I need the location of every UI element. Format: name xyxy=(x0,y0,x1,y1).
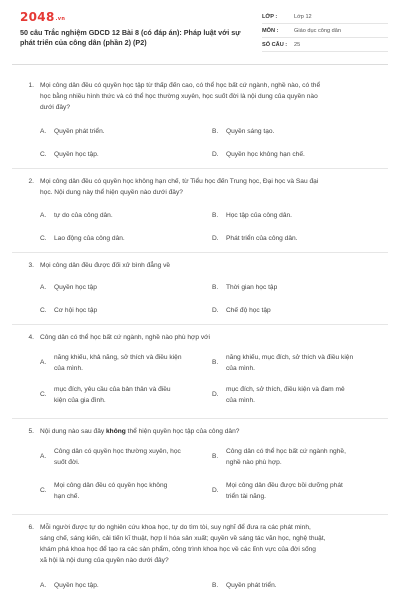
option-line: năng khiếu, mục đích, sở thích và điều kiện xyxy=(226,354,354,361)
header xyxy=(12,10,388,62)
question-text-pre: Nội dung nào sau đây xyxy=(40,428,106,435)
option-letter: B. xyxy=(212,284,219,291)
question-number: 2. xyxy=(28,178,34,185)
option-letter: C. xyxy=(40,307,47,314)
option-text: Học tập của công dân. xyxy=(226,212,292,219)
question-line xyxy=(40,426,388,437)
option-letter: B. xyxy=(212,212,219,219)
question-divider xyxy=(12,418,388,419)
option-line: Mọi công dân đều có quyền học không xyxy=(54,482,168,489)
option-letter: B. xyxy=(212,582,219,589)
option-text: Chế độ học tập xyxy=(226,307,271,314)
header-divider xyxy=(12,64,388,65)
option-letter: A. xyxy=(40,453,47,460)
question-keyword: không xyxy=(106,428,126,435)
option-line: mục đích, yêu cầu của bản thân và điều xyxy=(54,386,171,393)
option-text: Thời gian học tập xyxy=(226,284,278,291)
option-letter: A. xyxy=(40,284,47,291)
option-letter: A. xyxy=(40,212,47,219)
question-divider xyxy=(12,514,388,515)
meta-value: 25 xyxy=(294,41,301,48)
option-line: hạn chế. xyxy=(54,493,80,500)
question-number: 4. xyxy=(28,334,34,341)
option-line: Công dân có thể học bất cứ ngành nghề, xyxy=(226,448,346,455)
option-letter: D. xyxy=(212,307,219,314)
question-line: học bằng nhiều hình thức và có thể học thường xuyên, học suốt đời là nội dung của quyền nào xyxy=(40,93,318,100)
option-letter: A. xyxy=(40,128,47,135)
option-text: Quyền học tập. xyxy=(54,582,99,589)
option-line: nghề nào phù hợp. xyxy=(226,459,282,466)
question-number: 6. xyxy=(28,524,34,531)
question-divider xyxy=(12,324,388,325)
option-text: tự do của công dân. xyxy=(54,212,113,219)
question-text-post: thể hiện quyền học tập của công dân? xyxy=(125,428,240,435)
question-line: Mọi công dân đều có quyền học không hạn chế, từ Tiểu học đến Trung học, Đại học và Sau đại xyxy=(40,178,319,185)
question-line: xã hội là nội dung của quyền nào dưới đây? xyxy=(40,557,169,564)
meta-row-class xyxy=(262,10,388,24)
option-letter: D. xyxy=(212,151,219,158)
question-divider xyxy=(12,252,388,253)
option-line: suốt đời. xyxy=(54,459,80,466)
option-text: Quyền phát triển. xyxy=(226,582,277,589)
meta-value: Giáo dục công dân xyxy=(294,27,341,34)
question-line: Công dân có thể học bất cứ ngành, nghề nào phù hợp với xyxy=(40,334,210,341)
question-line: sáng chế, sáng kiến, cải tiến kĩ thuật, hợp lí hóa sản xuất; quyền về sáng tác văn học, nghệ thuật, xyxy=(40,535,326,542)
option-letter: B. xyxy=(212,359,219,366)
option-line: triển tài năng. xyxy=(226,493,266,500)
option-line: của mình. xyxy=(54,365,83,372)
option-text: Quyền sáng tạo. xyxy=(226,128,275,135)
page-title: 50 câu Trắc nghiệm GDCD 12 Bài 8 (có đáp án): Pháp luật với sự phát triển của công dân (phần 2) (P2) xyxy=(20,28,241,47)
option-line: Mọi công dân đều được bồi dưỡng phát xyxy=(226,482,343,489)
question-number: 3. xyxy=(28,262,34,269)
option-letter: C. xyxy=(40,235,47,242)
meta-row-count xyxy=(262,38,388,52)
option-text: Quyền học không hạn chế. xyxy=(226,151,305,158)
question-line: học. Nội dung này thể hiện quyền nào dưới đây? xyxy=(40,189,183,196)
option-text: Quyền học tập xyxy=(54,284,97,291)
question-line: Mọi công dân đều được đối xử bình đẳng về xyxy=(40,262,171,269)
option-text: Cơ hội học tập xyxy=(54,307,98,314)
option-letter: B. xyxy=(212,128,219,135)
meta-value: Lớp 12 xyxy=(294,13,312,20)
meta-label: SỐ CÂU : xyxy=(262,41,288,48)
option-letter: D. xyxy=(212,235,219,242)
meta-label: LỚP : xyxy=(262,13,278,20)
option-letter: B. xyxy=(212,453,219,460)
option-letter: C. xyxy=(40,151,47,158)
question-number: 1. xyxy=(28,82,34,89)
option-letter: C. xyxy=(40,487,47,494)
question-line: khám phá khoa học để tạo ra các sản phẩm, công trình khoa học về các lĩnh vực của đời sống xyxy=(40,546,316,553)
meta-row-subject xyxy=(262,24,388,38)
option-text: Phát triển của công dân. xyxy=(226,235,298,242)
option-line: Công dân có quyền học thường xuyên, học xyxy=(54,448,181,455)
option-letter: D. xyxy=(212,391,219,398)
logo-text: 2048 xyxy=(20,10,55,24)
option-letter: A. xyxy=(40,359,47,366)
question-line: dưới đây? xyxy=(40,104,71,111)
option-letter: A. xyxy=(40,582,47,589)
option-line: của mình. xyxy=(226,365,255,372)
meta-table xyxy=(262,10,388,52)
option-line: năng khiếu, khả năng, sở thích và điều kiện xyxy=(54,354,182,361)
logo-suffix: .vn xyxy=(55,16,66,22)
question-line: Mỗi người được tự do nghiên cứu khoa học, tự do tìm tòi, suy nghĩ để đưa ra các phát minh, xyxy=(40,524,311,531)
site-logo[interactable] xyxy=(20,10,65,24)
question-divider xyxy=(12,168,388,169)
question-number: 5. xyxy=(28,428,34,435)
option-text: Quyền học tập. xyxy=(54,151,99,158)
option-line: của mình. xyxy=(226,397,255,404)
option-letter: C. xyxy=(40,391,47,398)
option-line: mục đích, sở thích, điều kiện và đam mê xyxy=(226,386,345,393)
option-letter: D. xyxy=(212,487,219,494)
meta-label: MÔN : xyxy=(262,27,279,34)
question-line: Mọi công dân đều có quyền học tập từ thấp đến cao, có thể học bất cứ ngành, nghề nào, có thể xyxy=(40,82,321,89)
option-line: kiện của gia đình. xyxy=(54,397,106,404)
option-text: Lao động của công dân. xyxy=(54,235,125,242)
option-text: Quyền phát triển. xyxy=(54,128,105,135)
